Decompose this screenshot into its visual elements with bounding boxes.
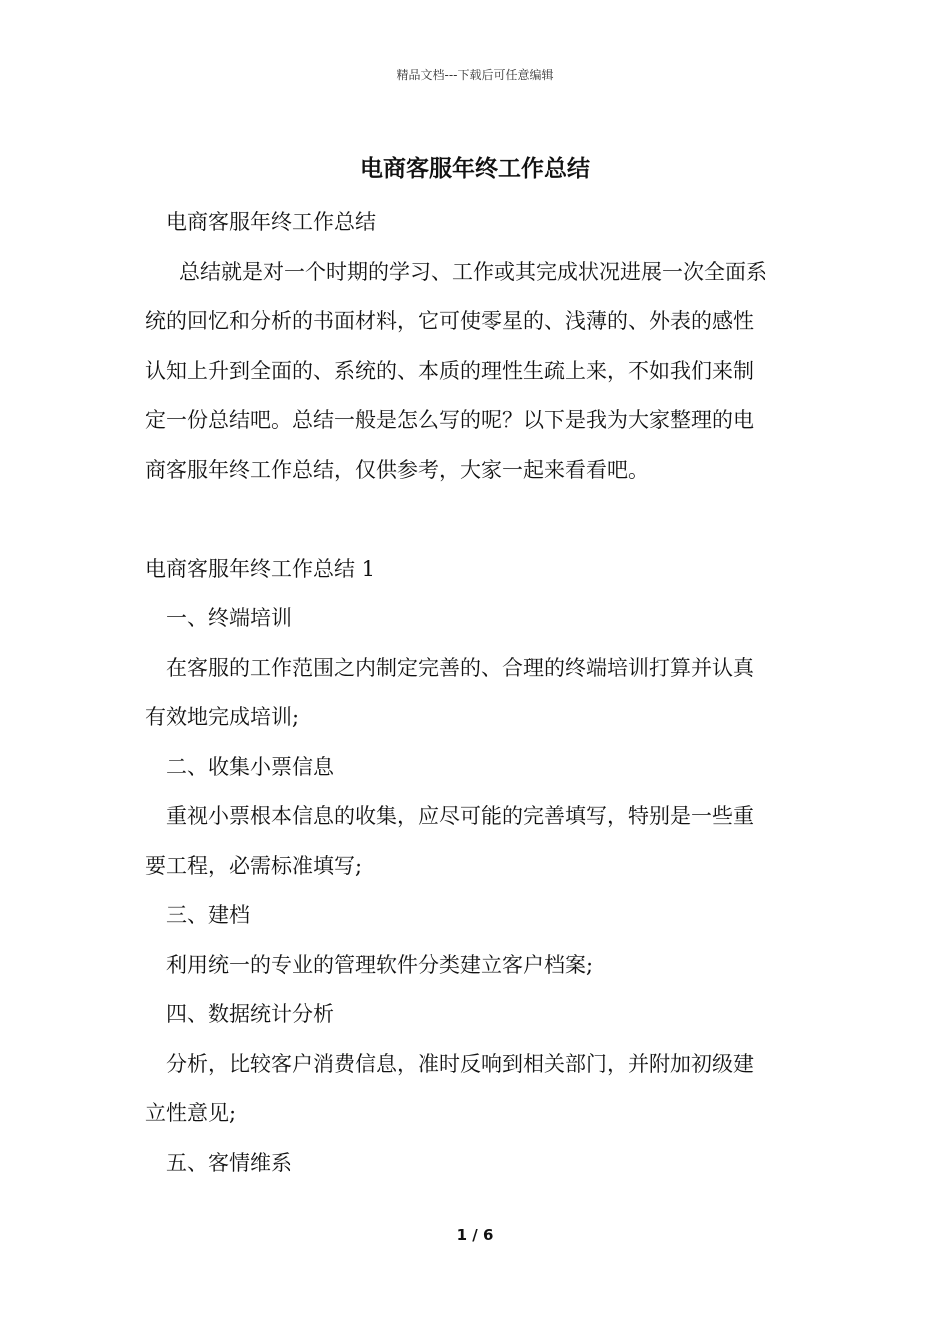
- intro-paragraph-line: 认知上升到全面的、系统的、本质的理性生疏上来，不如我们来制: [145, 358, 754, 383]
- item-heading: 一、终端培训: [166, 606, 292, 630]
- blank-line: [145, 495, 807, 545]
- item-paragraph-line: 有效地完成培训;: [145, 705, 300, 729]
- item-paragraph-line: 在客服的工作范围之内制定完善的、合理的终端培训打算并认真: [166, 655, 754, 680]
- item-paragraph-line: 立性意见;: [145, 1101, 237, 1125]
- section-heading: 电商客服年终工作总结 1: [145, 556, 376, 581]
- subtitle-line: 电商客服年终工作总结: [166, 210, 376, 234]
- intro-paragraph-line: 定一份总结吧。总结一般是怎么写的呢？以下是我为大家整理的电: [145, 408, 754, 432]
- page-number: 1 / 6: [456, 1226, 494, 1244]
- document-title: 电商客服年终工作总结: [360, 155, 590, 182]
- header-note: 精品文档---下载后可任意编辑: [396, 68, 554, 82]
- item-heading: 五、客情维系: [166, 1150, 292, 1175]
- item-paragraph-line: 重视小票根本信息的收集，应尽可能的完善填写，特别是一些重: [166, 804, 754, 828]
- item-paragraph-line: 利用统一的专业的管理软件分类建立客户档案;: [166, 952, 594, 977]
- intro-paragraph-line: 统的回忆和分析的书面材料，它可使零星的、浅薄的、外表的感性: [145, 309, 754, 333]
- item-paragraph-line: 分析，比较客户消费信息，准时反响到相关部门，并附加初级建: [166, 1051, 754, 1076]
- item-heading: 二、收集小票信息: [166, 754, 334, 779]
- document-body: [145, 198, 807, 1188]
- intro-paragraph-line: 商客服年终工作总结，仅供参考，大家一起来看看吧。: [145, 457, 649, 482]
- item-heading: 四、数据统计分析: [166, 1002, 334, 1026]
- item-paragraph-line: 要工程，必需标准填写;: [145, 853, 363, 878]
- item-heading: 三、建档: [166, 903, 250, 927]
- intro-paragraph-line: 总结就是对一个时期的学习、工作或其完成状况进展一次全面系: [179, 259, 767, 284]
